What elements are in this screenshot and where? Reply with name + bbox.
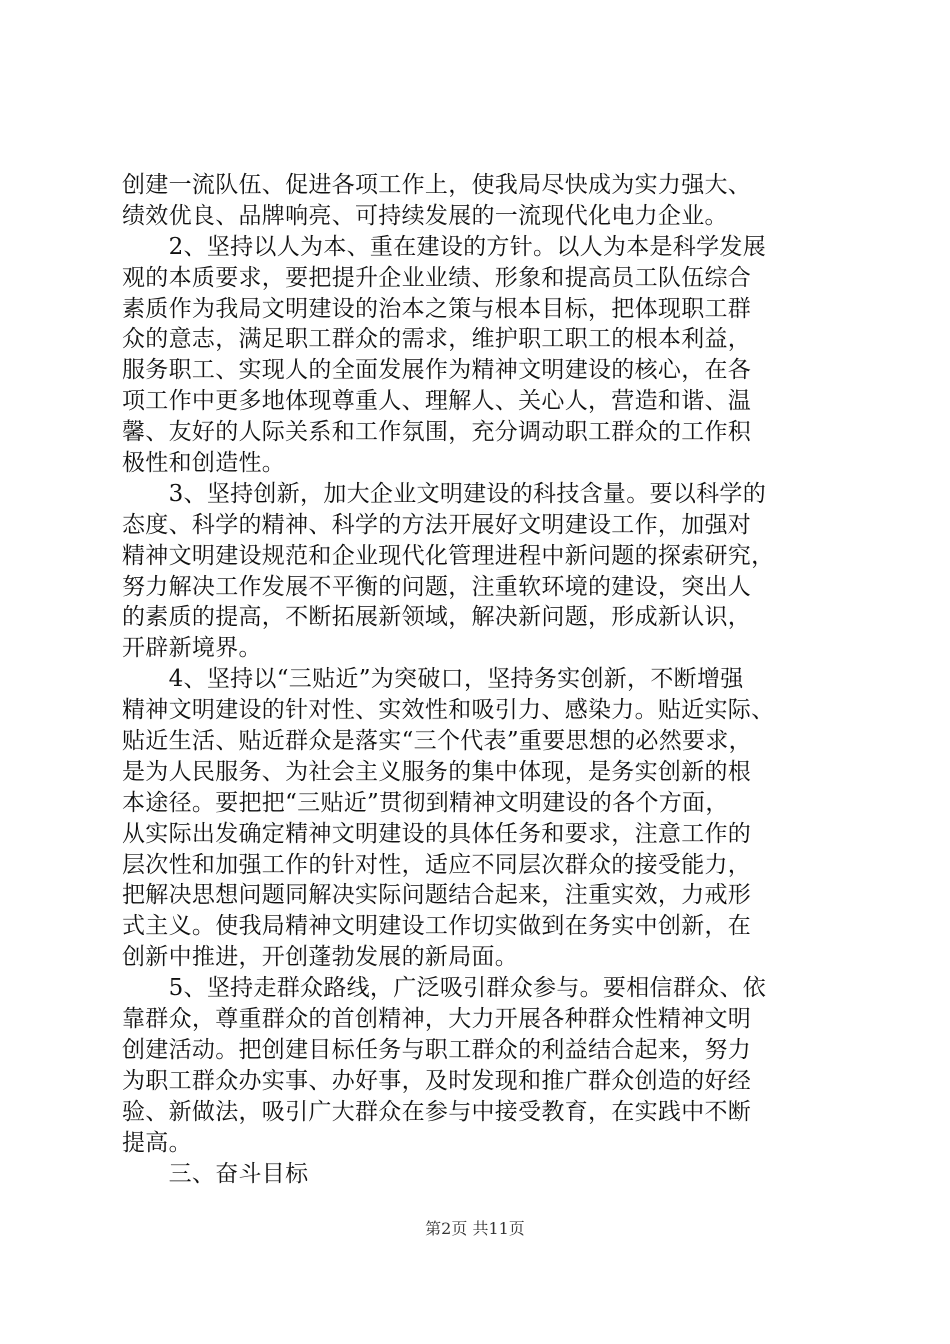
page-footer: 第2页 共11页 xyxy=(425,1219,525,1238)
text-line: 服务职工、实现人的全面发展作为精神文明建设的核心，在各 xyxy=(122,357,752,384)
text-line: 三、奋斗目标 xyxy=(122,1160,309,1187)
text-line: 2、坚持以人为本、重在建设的方针。以人为本是科学发展 xyxy=(122,233,767,260)
text-line: 馨、友好的人际关系和工作氛围，充分调动职工群众的工作积 xyxy=(122,419,752,446)
text-line: 精神文明建设的针对性、实效性和吸引力、感染力。贴近实际、 xyxy=(122,697,775,724)
text-line: 提高。 xyxy=(122,1129,192,1156)
text-line: 贴近生活、贴近群众是落实“三个代表”重要思想的必然要求， xyxy=(122,728,752,755)
text-line: 4、坚持以“三贴近”为突破口，坚持务实创新，不断增强 xyxy=(122,666,744,693)
document-body xyxy=(122,170,832,1189)
text-line: 项工作中更多地体现尊重人、理解人、关心人，营造和谐、温 xyxy=(122,388,752,415)
text-line: 3、坚持创新，加大企业文明建设的科技含量。要以科学的 xyxy=(122,480,767,507)
text-line: 从实际出发确定精神文明建设的具体任务和要求，注意工作的 xyxy=(122,820,752,847)
text-line: 5、坚持走群众路线，广泛吸引群众参与。要相信群众、依 xyxy=(122,975,767,1002)
text-line: 态度、科学的精神、科学的方法开展好文明建设工作，加强对 xyxy=(122,511,752,538)
text-line: 极性和创造性。 xyxy=(122,450,286,477)
text-line: 众的意志，满足职工群众的需求，维护职工职工的根本利益， xyxy=(122,326,752,353)
text-line: 努力解决工作发展不平衡的问题，注重软环境的建设，突出人 xyxy=(122,573,752,600)
text-line: 绩效优良、品牌响亮、可持续发展的一流现代化电力企业。 xyxy=(122,202,728,229)
text-line: 层次性和加强工作的针对性，适应不同层次群众的接受能力， xyxy=(122,851,752,878)
text-line: 创新中推进，开创蓬勃发展的新局面。 xyxy=(122,944,519,971)
text-line: 靠群众，尊重群众的首创精神，大力开展各种群众性精神文明 xyxy=(122,1006,752,1033)
text-line: 把解决思想问题同解决实际问题结合起来，注重实效，力戒形 xyxy=(122,882,752,909)
text-line: 观的本质要求，要把提升企业业绩、形象和提高员工队伍综合 xyxy=(122,264,752,291)
text-line: 验、新做法，吸引广大群众在参与中接受教育，在实践中不断 xyxy=(122,1098,752,1125)
text-line: 式主义。使我局精神文明建设工作切实做到在务实中创新，在 xyxy=(122,913,752,940)
text-line: 创建一流队伍、促进各项工作上，使我局尽快成为实力强大、 xyxy=(122,172,752,198)
text-line: 开辟新境界。 xyxy=(122,635,262,662)
text-line: 的素质的提高，不断拓展新领域，解决新问题，形成新认识， xyxy=(122,604,752,631)
text-line: 精神文明建设规范和企业现代化管理进程中新问题的探索研究， xyxy=(122,542,775,569)
text-line: 本途径。要把把“三贴近”贯彻到精神文明建设的各个方面， xyxy=(122,789,729,816)
text-line: 为职工群众办实事、办好事，及时发现和推广群众创造的好经 xyxy=(122,1067,752,1094)
text-line: 创建活动。把创建目标任务与职工群众的利益结合起来，努力 xyxy=(122,1036,752,1063)
text-line: 是为人民服务、为社会主义服务的集中体现，是务实创新的根 xyxy=(122,758,752,785)
text-line: 素质作为我局文明建设的治本之策与根本目标，把体现职工群 xyxy=(122,295,752,322)
